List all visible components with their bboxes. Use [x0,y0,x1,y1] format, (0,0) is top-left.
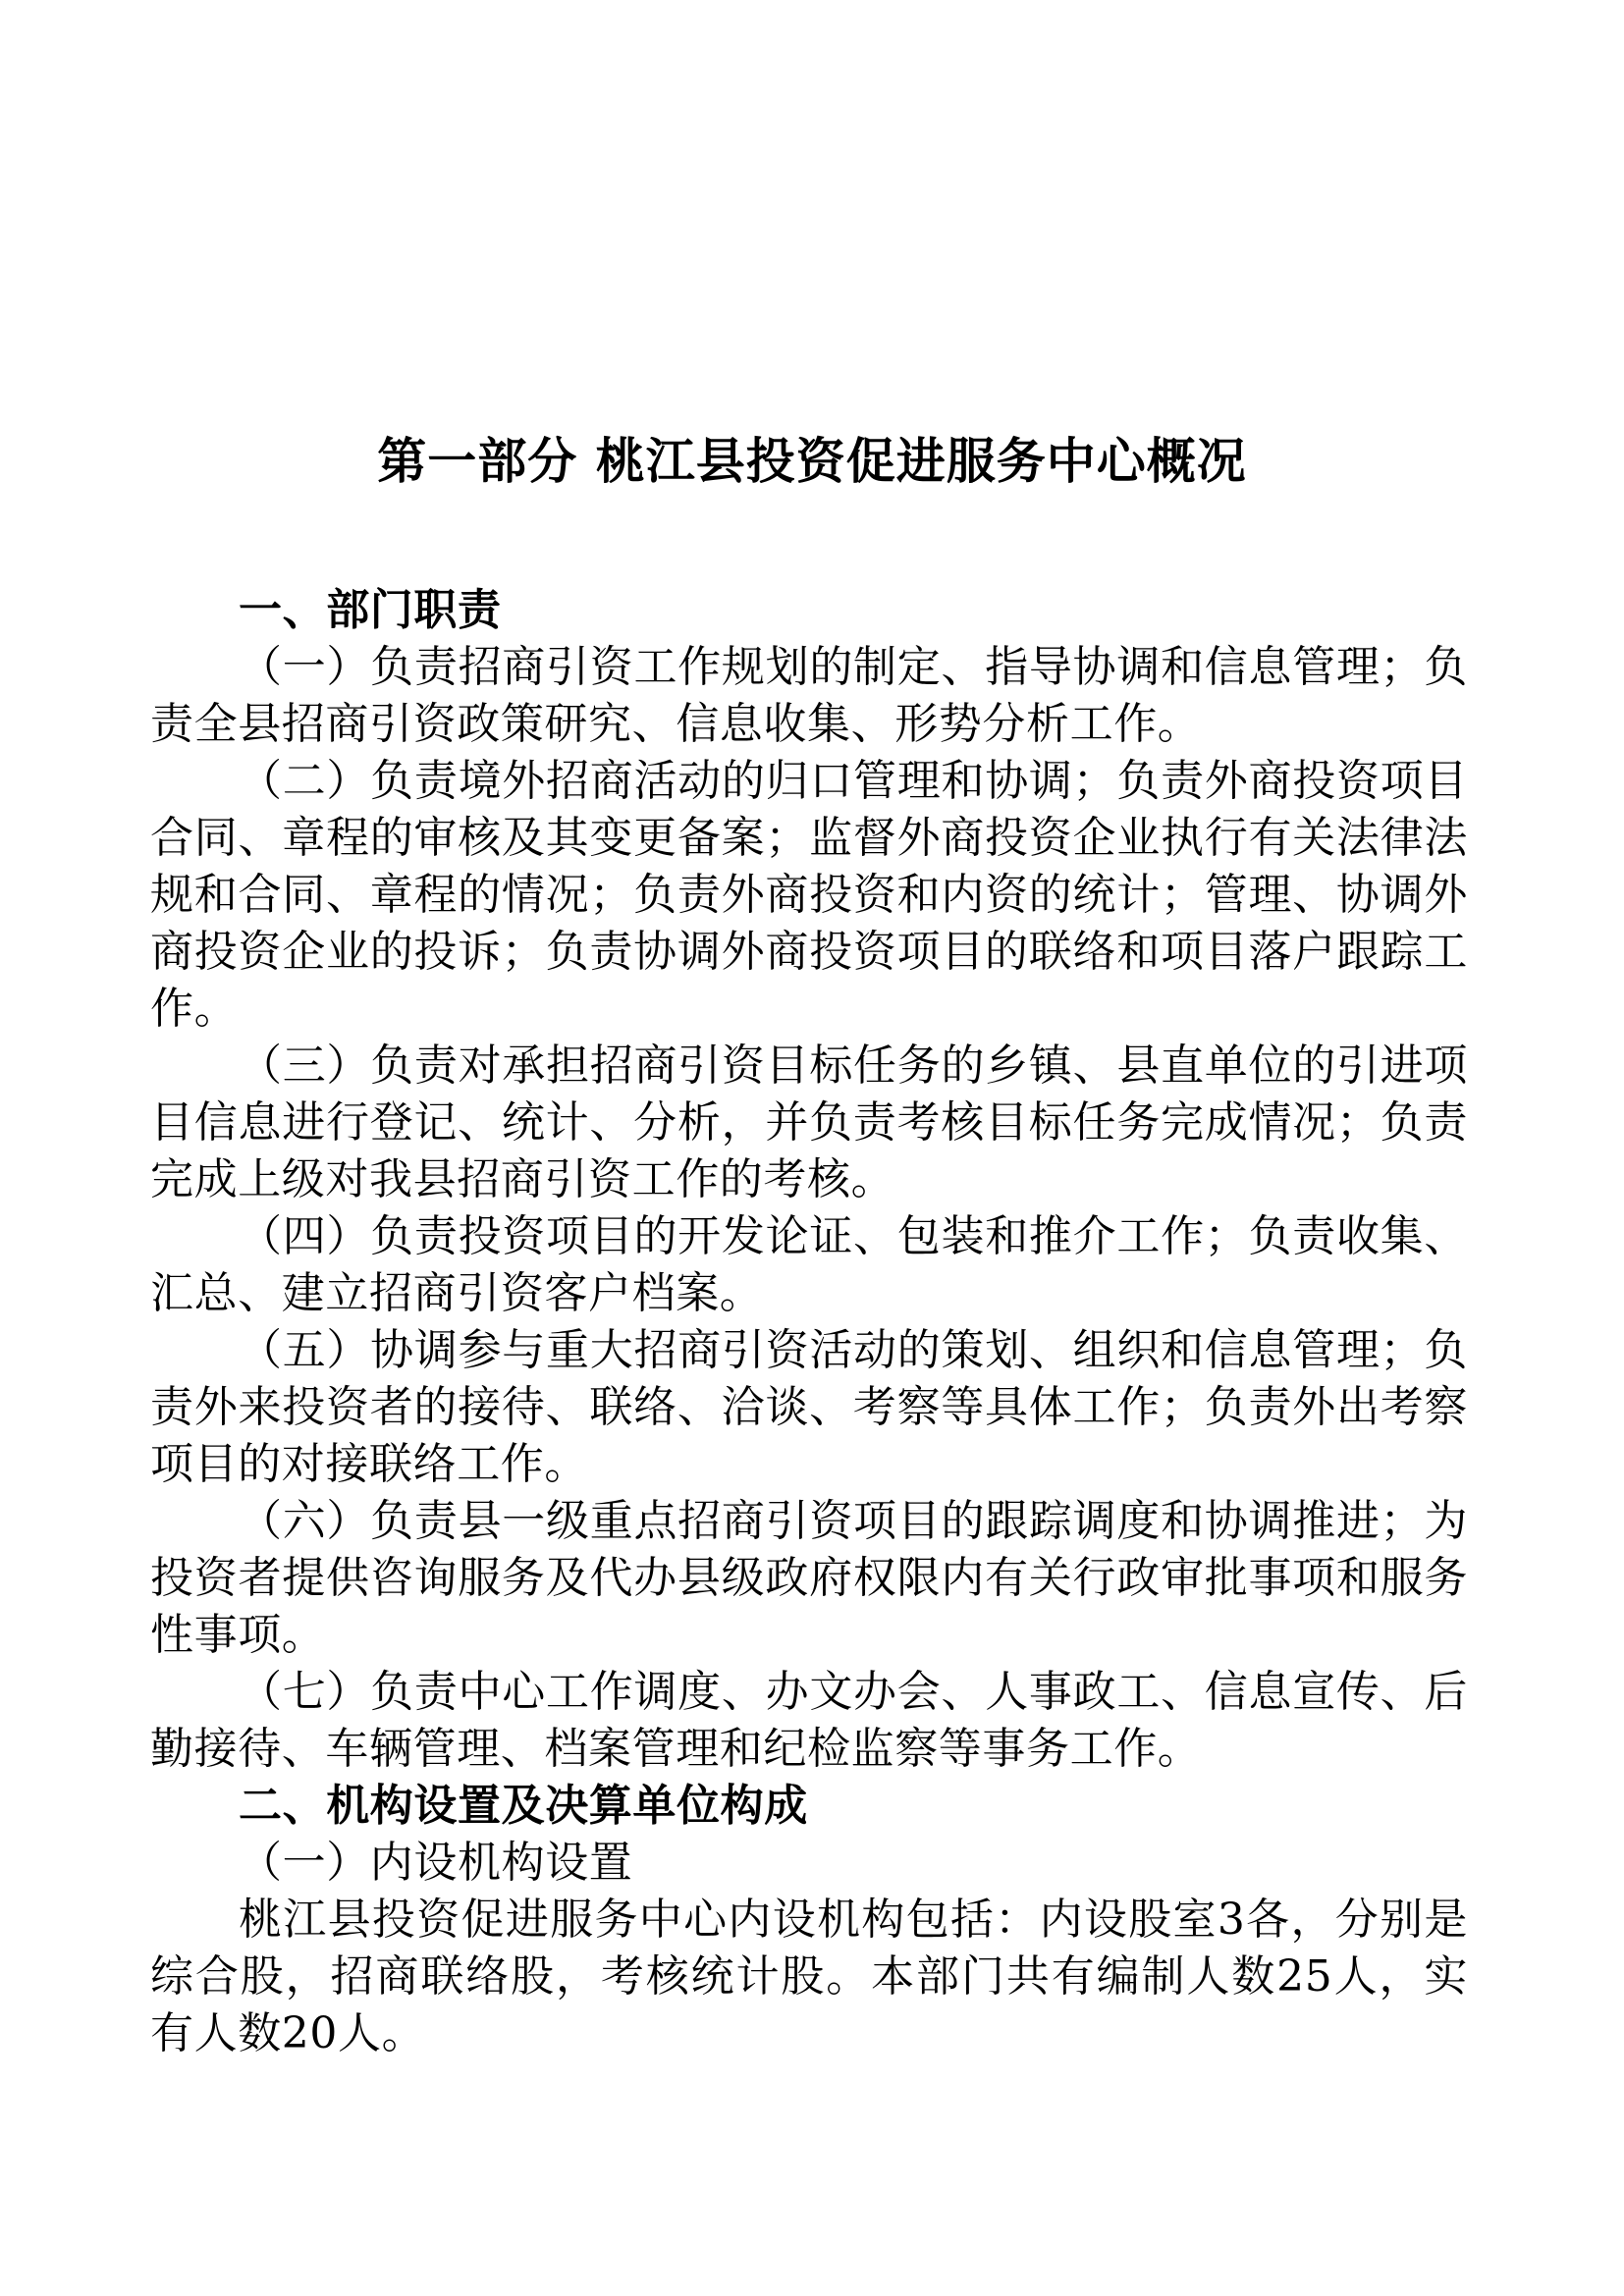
document-body [150,582,1468,2062]
paragraph: （七）负责中心工作调度、办文办会、人事政工、信息宣传、后勤接待、车辆管理、档案管理和纪检监察等事务工作。 [150,1667,1468,1774]
subheading: （一）内设机构设置 [239,1838,633,1888]
paragraph: （三）负责对承担招商引资目标任务的乡镇、县直单位的引进项目信息进行登记、统计、分析，并负责考核目标任务完成情况；负责完成上级对我县招商引资工作的考核。 [150,1041,1468,1204]
paragraph: （五）协调参与重大招商引资活动的策划、组织和信息管理；负责外来投资者的接待、联络、洽谈、考察等具体工作；负责外出考察项目的对接联络工作。 [150,1325,1468,1489]
page-title: 第一部分 桃江县投资促进服务中心概况 [377,432,1247,490]
section-heading-structure: 二、机构设置及决算单位构成 [239,1781,808,1831]
paragraph: 桃江县投资促进服务中心内设机构包括：内设股室3各，分别是综合股，招商联络股，考核统计股。本部门共有编制人数25人，实有人数20人。 [150,1895,1468,2058]
paragraph: （一）负责招商引资工作规划的制定、指导协调和信息管理；负责全县招商引资政策研究、信息收集、形势分析工作。 [150,642,1468,749]
paragraph: （六）负责县一级重点招商引资项目的跟踪调度和协调推进；为投资者提供咨询服务及代办县级政府权限内有关行政审批事项和服务性事项。 [150,1496,1468,1660]
paragraph: （四）负责投资项目的开发论证、包装和推介工作；负责收集、汇总、建立招商引资客户档案。 [150,1211,1468,1318]
paragraph: （二）负责境外招商活动的归口管理和协调；负责外商投资项目合同、章程的审核及其变更备案；监督外商投资企业执行有关法律法规和合同、章程的情况；负责外商投资和内资的统计；管理、协调外商投资企业的投诉；负责协调外商投资项目的联络和项目落户跟踪工作。 [150,756,1468,1034]
section-heading-duties: 一、部门职责 [239,585,502,635]
